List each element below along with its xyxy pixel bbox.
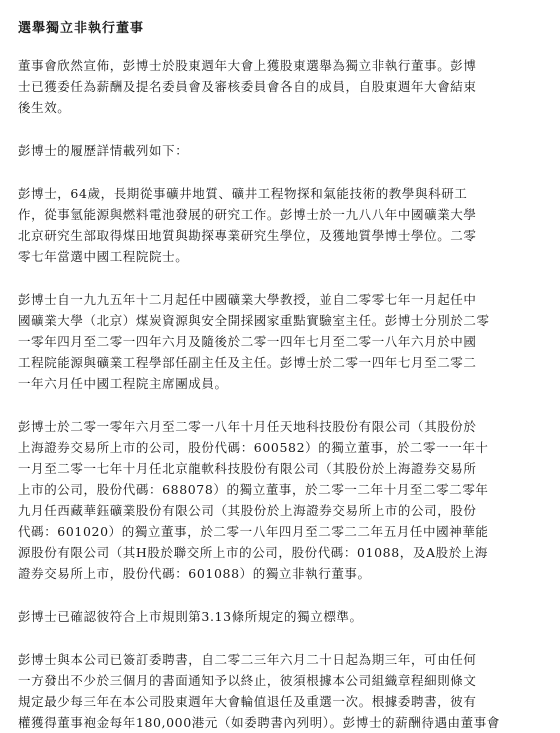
paragraph-line: 彭博士與本公司已簽訂委聘書，自二零二三年六月二十日起為期三年，可由任何 — [18, 652, 477, 667]
paragraph-line: 後生效。 — [18, 100, 71, 115]
paragraph-line: 工程院能源與礦業工程學部任副主任及主任。彭博士於二零一四年七月至二零二 — [18, 355, 477, 370]
paragraph-line: 零七年當選中國工程院院士。 — [18, 249, 189, 264]
paragraph-line: 上海證券交易所上市的公司，股份代碼：600582）的獨立董事，於二零一一年十 — [18, 440, 489, 455]
paragraph-independence — [18, 606, 542, 627]
paragraph-biography-intro — [18, 140, 542, 161]
paragraph-line: 北京研究生部取得煤田地質與勘探專業研究生學位，及獲地質學博士學位。二零 — [18, 228, 477, 243]
paragraph-line: 上市的公司，股份代碼：688078）的獨立董事，於二零一二年十月至二零二零年 — [18, 482, 489, 497]
paragraph-line: 一月至二零一七年十月任北京龍軟科技股份有限公司（其股份於上海證券交易所 — [18, 461, 477, 476]
paragraph-line: 作，從事氫能源與燃料電池發展的研究工作。彭博士於一九八八年中國礦業大學 — [18, 207, 477, 222]
paragraph-line: 一零年四月至二零一四年六月及隨後於二零一四年七月至二零一八年六月於中國 — [18, 334, 477, 349]
paragraph-line: 彭博士，64歲，長期從事礦井地質、礦井工程物探和氣能技術的教學與科研工 — [18, 186, 468, 201]
paragraph-line: 規定最少每三年在本公司股東週年大會輪值退任及重選一次。根據委聘書，彼有 — [18, 694, 477, 709]
paragraph-line: 九月任西藏華鈺礦業股份有限公司（其股份於上海證券交易所上市的公司，股份 — [18, 503, 477, 518]
paragraph-directorships — [18, 416, 542, 584]
paragraph-line: 權獲得董事袍金每年180,000港元（如委聘書內列明）。彭博士的薪酬待遇由董事會 — [18, 715, 500, 730]
paragraph-election — [18, 55, 542, 118]
paragraph-line: 董事會欣然宣佈，彭博士於股東週年大會上獲股東選舉為獨立非執行董事。彭博 — [18, 58, 477, 73]
paragraph-career — [18, 289, 542, 394]
paragraph-appointment-letter — [18, 649, 542, 733]
paragraph-line: 國礦業大學（北京）煤炭資源與安全開採國家重點實驗室主任。彭博士分別於二零 — [18, 313, 490, 328]
paragraph-line: 代碼：601020）的獨立董事，於二零一八年四月至二零二二年五月任中國神華能 — [18, 524, 489, 539]
paragraph-line: 士已獲委任為薪酬及提名委員會及審核委員會各自的成員，自股東週年大會結束 — [18, 79, 477, 94]
paragraph-line: 源股份有限公司（其H股於聯交所上市的公司，股份代碼：01088，及A股於上海 — [18, 545, 488, 560]
paragraph-line: 證券交易所上市，股份代碼：601088）的獨立非執行董事。 — [18, 566, 371, 581]
paragraph-line: 一年六月任中國工程院主席團成員。 — [18, 376, 228, 391]
paragraph-line: 彭博士的履歷詳情載列如下： — [18, 143, 189, 158]
paragraph-line: 一方發出不少於三個月的書面通知予以終止，彼須根據本公司組織章程細則條文 — [18, 673, 477, 688]
section-heading: 選舉獨立非執行董事 — [18, 21, 145, 36]
paragraph-line: 彭博士於二零一零年六月至二零一八年十月任天地科技股份有限公司（其股份於 — [18, 419, 477, 434]
paragraph-background — [18, 183, 542, 267]
paragraph-line: 彭博士自一九九五年十二月起任中國礦業大學教授，並自二零零七年一月起任中 — [18, 292, 477, 307]
paragraph-line: 彭博士已確認彼符合上市規則第3.13條所規定的獨立標準。 — [18, 609, 363, 624]
